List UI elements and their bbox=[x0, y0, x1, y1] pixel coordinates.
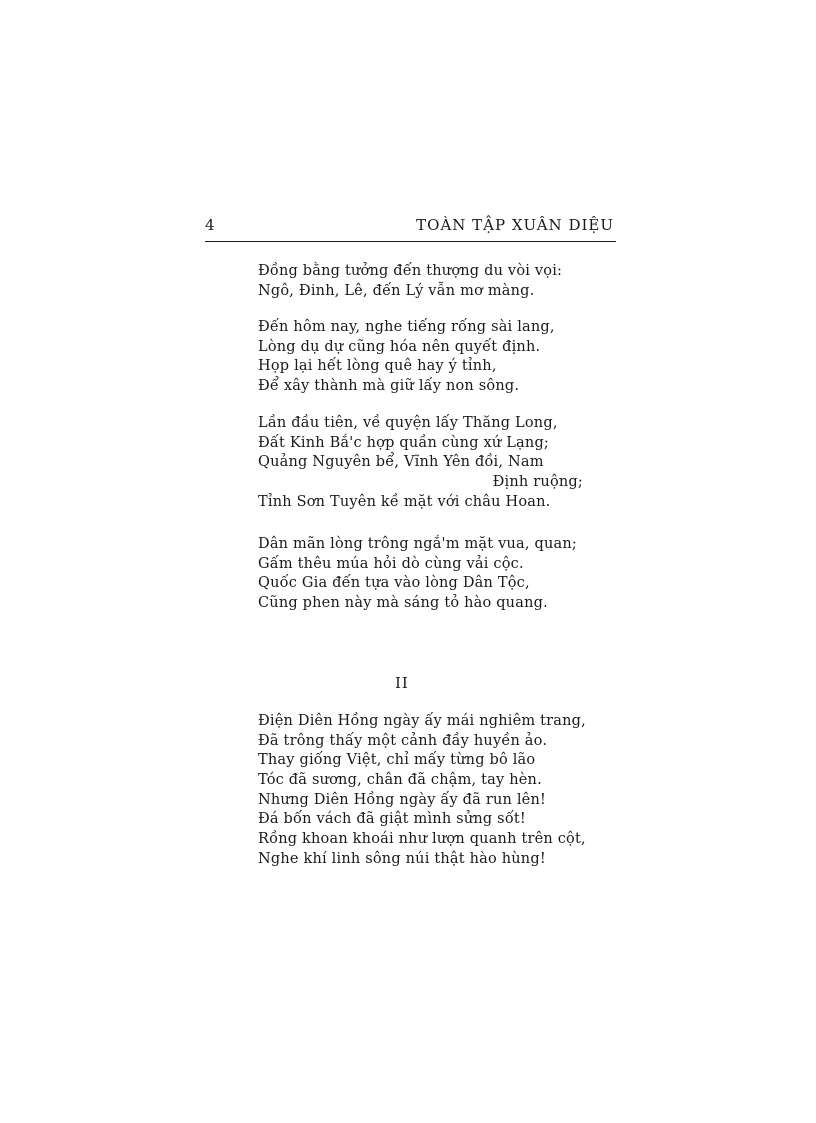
poem-line: Quảng Nguyên bể, Vĩnh Yên đồi, Nam bbox=[258, 454, 544, 471]
header-rule bbox=[205, 241, 616, 242]
poem-line: Lần đầu tiên, về quyện lấy Thăng Long, bbox=[258, 415, 558, 431]
poem-line: Rồng khoan khoái như lượn quanh trên cột, bbox=[258, 831, 586, 848]
stanza-5 bbox=[258, 712, 608, 870]
poem-line: Tỉnh Sơn Tuyên kề mặt với châu Hoan. bbox=[258, 493, 551, 510]
poem-line: Đến hôm nay, nghe tiếng rống sài lang, bbox=[258, 319, 555, 335]
poem-line: Đồng bằng tưởng đến thượng du vòi vọi: bbox=[258, 263, 563, 279]
poem-line: Nhưng Diên Hồng ngày ấy đã run lên! bbox=[258, 791, 547, 808]
poem-line: Đất Kinh Bắ'c hợp quần cùng xứ Lạng; bbox=[258, 434, 550, 451]
poem-line: Đá bốn vách đã giật mình sửng sốt! bbox=[258, 811, 526, 828]
poem-line: Đã trông thấy một cảnh đầy huyền ảo. bbox=[258, 732, 548, 749]
poem-line: Tóc đã sương, chân đã chậm, tay hèn. bbox=[258, 772, 542, 789]
poem-line: Cũng phen này mà sáng tỏ hào quang. bbox=[258, 595, 548, 612]
poem-line: Để xây thành mà giữ lấy non sông. bbox=[258, 378, 520, 395]
poem-line: Quốc Gia đến tựa vào lòng Dân Tộc, bbox=[258, 575, 530, 592]
stanza-4 bbox=[258, 535, 608, 614]
stanza-2 bbox=[258, 318, 608, 397]
poem-line: Dân mãn lòng trông ngắ'm mặt vua, quan; bbox=[258, 536, 577, 552]
poem-line: Thay giống Việt, chỉ mấy từng bô lão bbox=[258, 752, 536, 769]
section-number: II bbox=[395, 674, 409, 692]
poem-line: Lòng dụ dự cũng hóa nên quyết định. bbox=[258, 338, 541, 355]
stanza-3 bbox=[258, 414, 608, 512]
running-title: TOÀN TẬP XUÂN DIỆU bbox=[416, 216, 614, 234]
stanza-1 bbox=[258, 262, 608, 301]
poem-line: Gấm thêu múa hỏi dò cùng vải cộc. bbox=[258, 555, 524, 572]
poem-line: Điện Diên Hồng ngày ấy mái nghiêm trang, bbox=[258, 713, 586, 729]
poem-line: Họp lại hết lòng quê hay ý tỉnh, bbox=[258, 358, 497, 375]
poem-line: Nghe khí linh sông núi thật hào hùng! bbox=[258, 850, 546, 867]
page-number: 4 bbox=[205, 216, 216, 234]
poem-line-continuation: Định ruộng; bbox=[492, 474, 583, 491]
poem-line: Ngô, Đinh, Lê, đến Lý vẫn mơ màng. bbox=[258, 282, 535, 299]
page-header bbox=[205, 214, 616, 242]
